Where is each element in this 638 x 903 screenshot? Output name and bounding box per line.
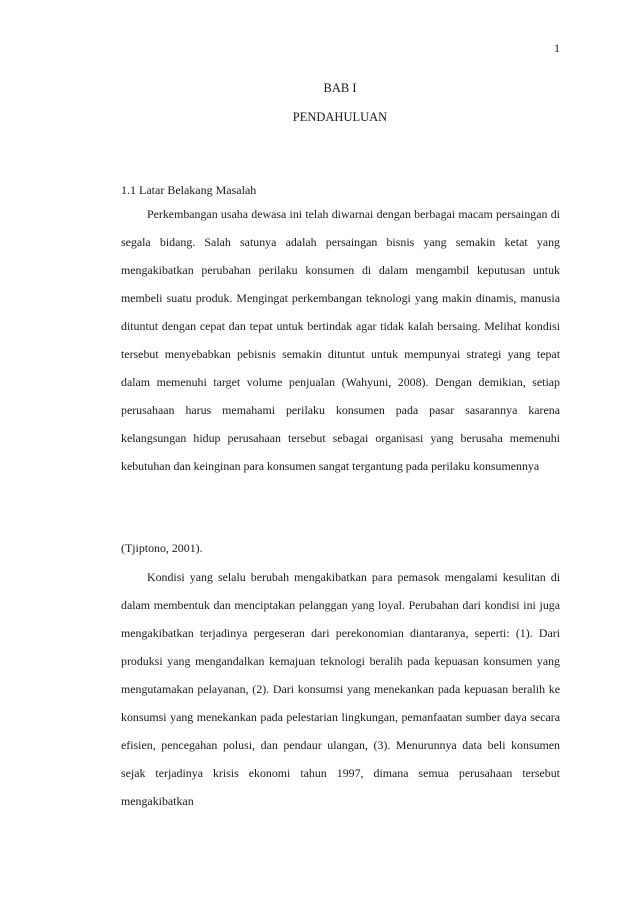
page-number: 1 [554, 41, 560, 55]
body-paragraph: Kondisi yang selalu berubah mengakibatkan para pemasok mengalami kesulitan di dalam membentuk dan menciptakan pelanggan yang loyal. Perubahan dari kondisi ini juga mengakibatkan terjadinya pergeseran dari perekonomian diantaranya, seperti: (1). Dari produksi yang mengandalkan kemajuan teknologi beralih pada kepuasan konsumen yang mengutamakan pelayanan, (2). Dari konsumsi yang menekankan pada kepuasan beralih ke konsumsi yang menekankan pada pelestarian lingkungan, pemanfaatan sumber daya secara efisien, pencegahan polusi, dan pendaur ulangan, (3). Menurunnya data beli konsumen sejak terjadinya krisis ekonomi tahun 1997, dimana semua perusahaan tersebut mengakibatkan [121, 570, 560, 808]
section-heading: 1.1 Latar Belakang Masalah [121, 183, 257, 197]
chapter-label: BAB I [323, 81, 357, 95]
chapter-title: PENDAHULUAN [292, 110, 388, 124]
body-paragraph: Perkembangan usaha dewasa ini telah diwarnai dengan berbagai macam persaingan di segala bidang. Salah satunya adalah persaingan bisnis yang semakin ketat yang mengakibatkan perubahan perilaku konsumen di dalam mengambil keputusan untuk membeli suatu produk. Mengingat perkembangan teknologi yang makin dinamis, manusia dituntut dengan cepat dan tepat untuk bertindak agar tidak kalah bersaing. Melihat kondisi tersebut menyebabkan pebisnis semakin dituntut untuk mempunyai strategi yang tepat dalam memenuhi target volume penjualan (Wahyuni, 2008). Dengan demikian, setiap perusahaan harus memahami perilaku konsumen pada pasar sasarannya karena kelangsungan hidup perusahaan tersebut sebagai organisasi yang berusaha memenuhi kebutuhan dan keinginan para konsumen sangat tergantung pada perilaku konsumennya [121, 207, 560, 473]
citation-line: (Tjiptono, 2001). [121, 541, 203, 555]
